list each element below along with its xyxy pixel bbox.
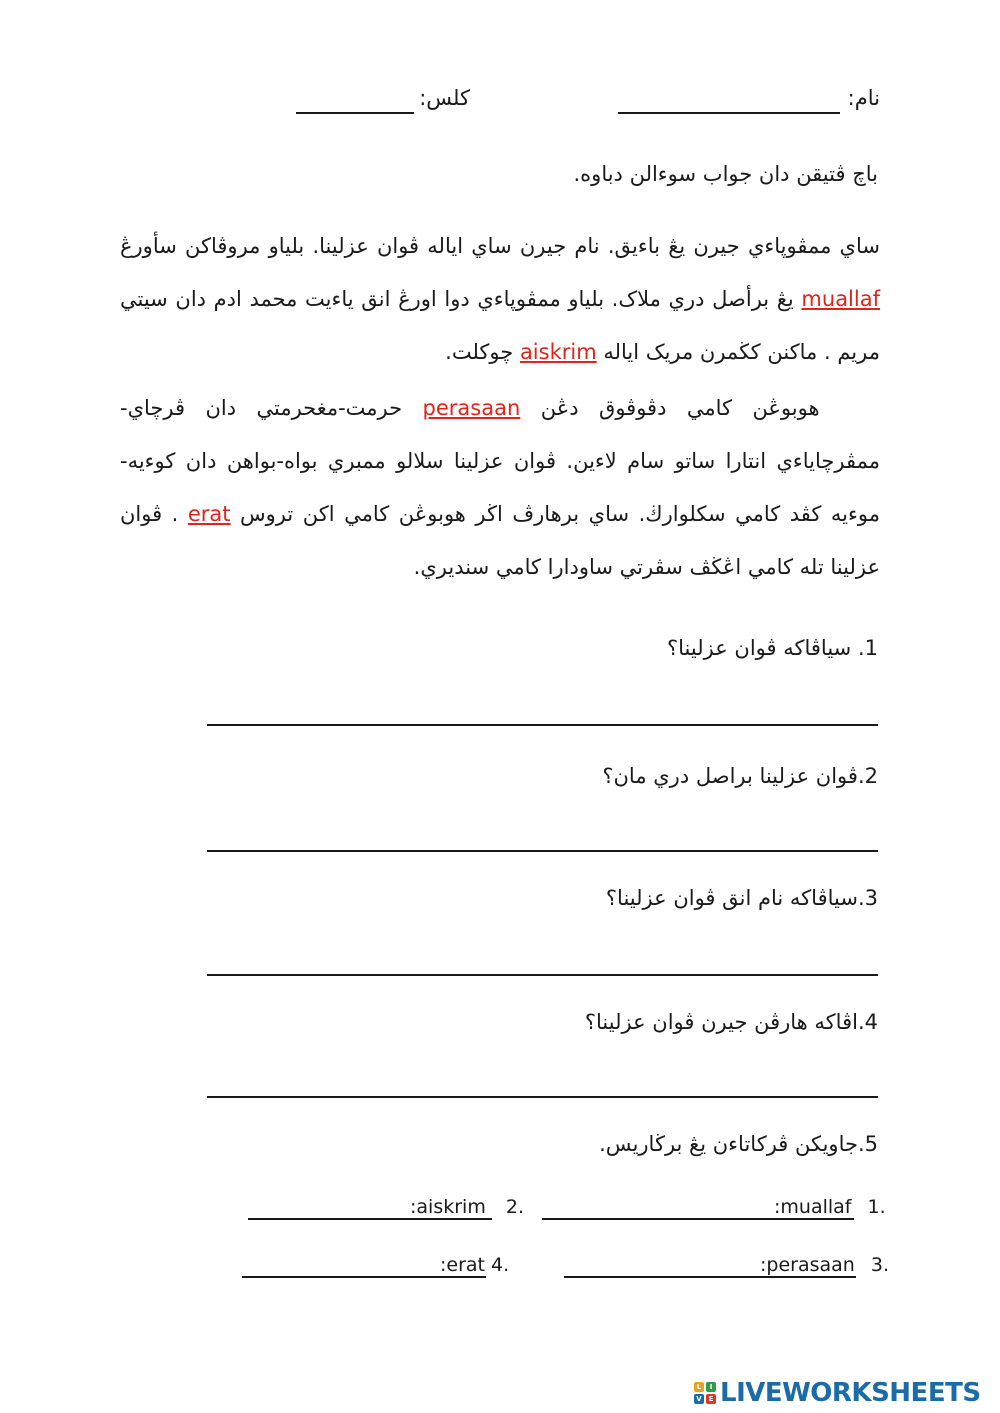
answer-line-1[interactable]: [207, 724, 878, 726]
vocab-word-muallaf: :muallaf: [774, 1196, 852, 1218]
answer-line-3[interactable]: [207, 974, 878, 976]
vocab-item-1: [774, 1196, 886, 1218]
passage-paragraph-1: [120, 220, 880, 379]
highlight-word-aiskrim: aiskrim: [519, 340, 597, 364]
question-3: 3.سياڤاكه نام انق ڤوان عزلينا؟: [605, 886, 878, 910]
name-field[interactable]: [618, 112, 840, 114]
vocab-item-2: [410, 1196, 524, 1218]
answer-line-4[interactable]: [207, 1096, 878, 1098]
vocab-answer-4[interactable]: [242, 1276, 486, 1278]
answer-line-2[interactable]: [207, 850, 878, 852]
passage-paragraph-2: [120, 382, 880, 594]
vocab-answer-3[interactable]: [564, 1276, 856, 1278]
question-1: 1. سياڤاكه ڤوان عزلينا؟: [667, 636, 878, 660]
instruction-text: باچ ڤتيقن دان جواب سوءالن دباوه.: [573, 162, 878, 186]
vocab-answer-2[interactable]: [248, 1218, 492, 1220]
name-label: نام:: [847, 86, 880, 110]
question-2: 2.ڤوان عزلينا براصل دري مان؟: [602, 764, 878, 788]
class-field[interactable]: [296, 112, 414, 114]
class-label: كلس:: [419, 86, 470, 110]
passage-p2-part-c: . ڤوان عزلينا تله كامي اڠڬڤ سڤرتي ساودارا كامي سنديري.: [120, 502, 880, 579]
liveworksheets-logo: [694, 1378, 981, 1408]
passage-p2-part-b: حرمت-مغحرمتي دان ڤرچاي- ممڤرچاياءي انتارا ساتو سام لاءين. ڤوان عزلينا سلالو ممبري بواه-بواهن دان كوءيه-موءيه كڤد كامي سكلوارڬ. ساي برهارڤ اڬر هوبوڠن كامي اكن تروس: [120, 396, 880, 526]
vocab-number-3: 3.: [870, 1254, 890, 1276]
passage-p1-part-b: يڠ برأصل دري ملاک. بلياو ممڤوڽاءي دوا اورڠ انق ياءيت محمد ادم دان سيتي مريم . ماكنن كڬمرن مريک ايالە: [120, 287, 880, 364]
highlight-word-erat: erat: [187, 502, 231, 526]
passage-p1-part-a: ساي ممڤوڽاءي جيرن يڠ باءيق. نام جيرن ساي اياله ڤوان عزلينا. بلياو مروڤاكن سأورڠ: [120, 234, 880, 258]
vocab-item-3: [760, 1254, 889, 1276]
vocab-number-2: 2.: [505, 1196, 525, 1218]
vocab-number-1: 1.: [867, 1196, 886, 1218]
logo-blocks-icon: L I V E: [694, 1382, 716, 1404]
question-5: 5.جاويكن ڤركاتاءن يڠ برڬاريس.: [599, 1132, 878, 1156]
logo-text: LIVEWORKSHEETS: [720, 1378, 981, 1408]
highlight-word-muallaf: muallaf: [801, 287, 880, 311]
vocab-answer-1[interactable]: [542, 1218, 854, 1220]
passage-p2-part-a: هوبوڠن كامي دڤوڤوق دڠن: [540, 396, 820, 420]
question-4: 4.اڤاكه هارڤن جيرن ڤوان عزلينا؟: [584, 1010, 878, 1034]
vocab-item-4: [440, 1254, 509, 1276]
vocab-number-4: 4.: [491, 1254, 510, 1276]
passage-p1-part-c: چوكلت.: [445, 340, 514, 364]
highlight-word-perasaan: perasaan: [422, 396, 521, 420]
vocab-word-aiskrim: :aiskrim: [410, 1196, 486, 1218]
vocab-word-erat: :erat: [440, 1254, 485, 1276]
vocab-word-perasaan: :perasaan: [760, 1254, 855, 1276]
